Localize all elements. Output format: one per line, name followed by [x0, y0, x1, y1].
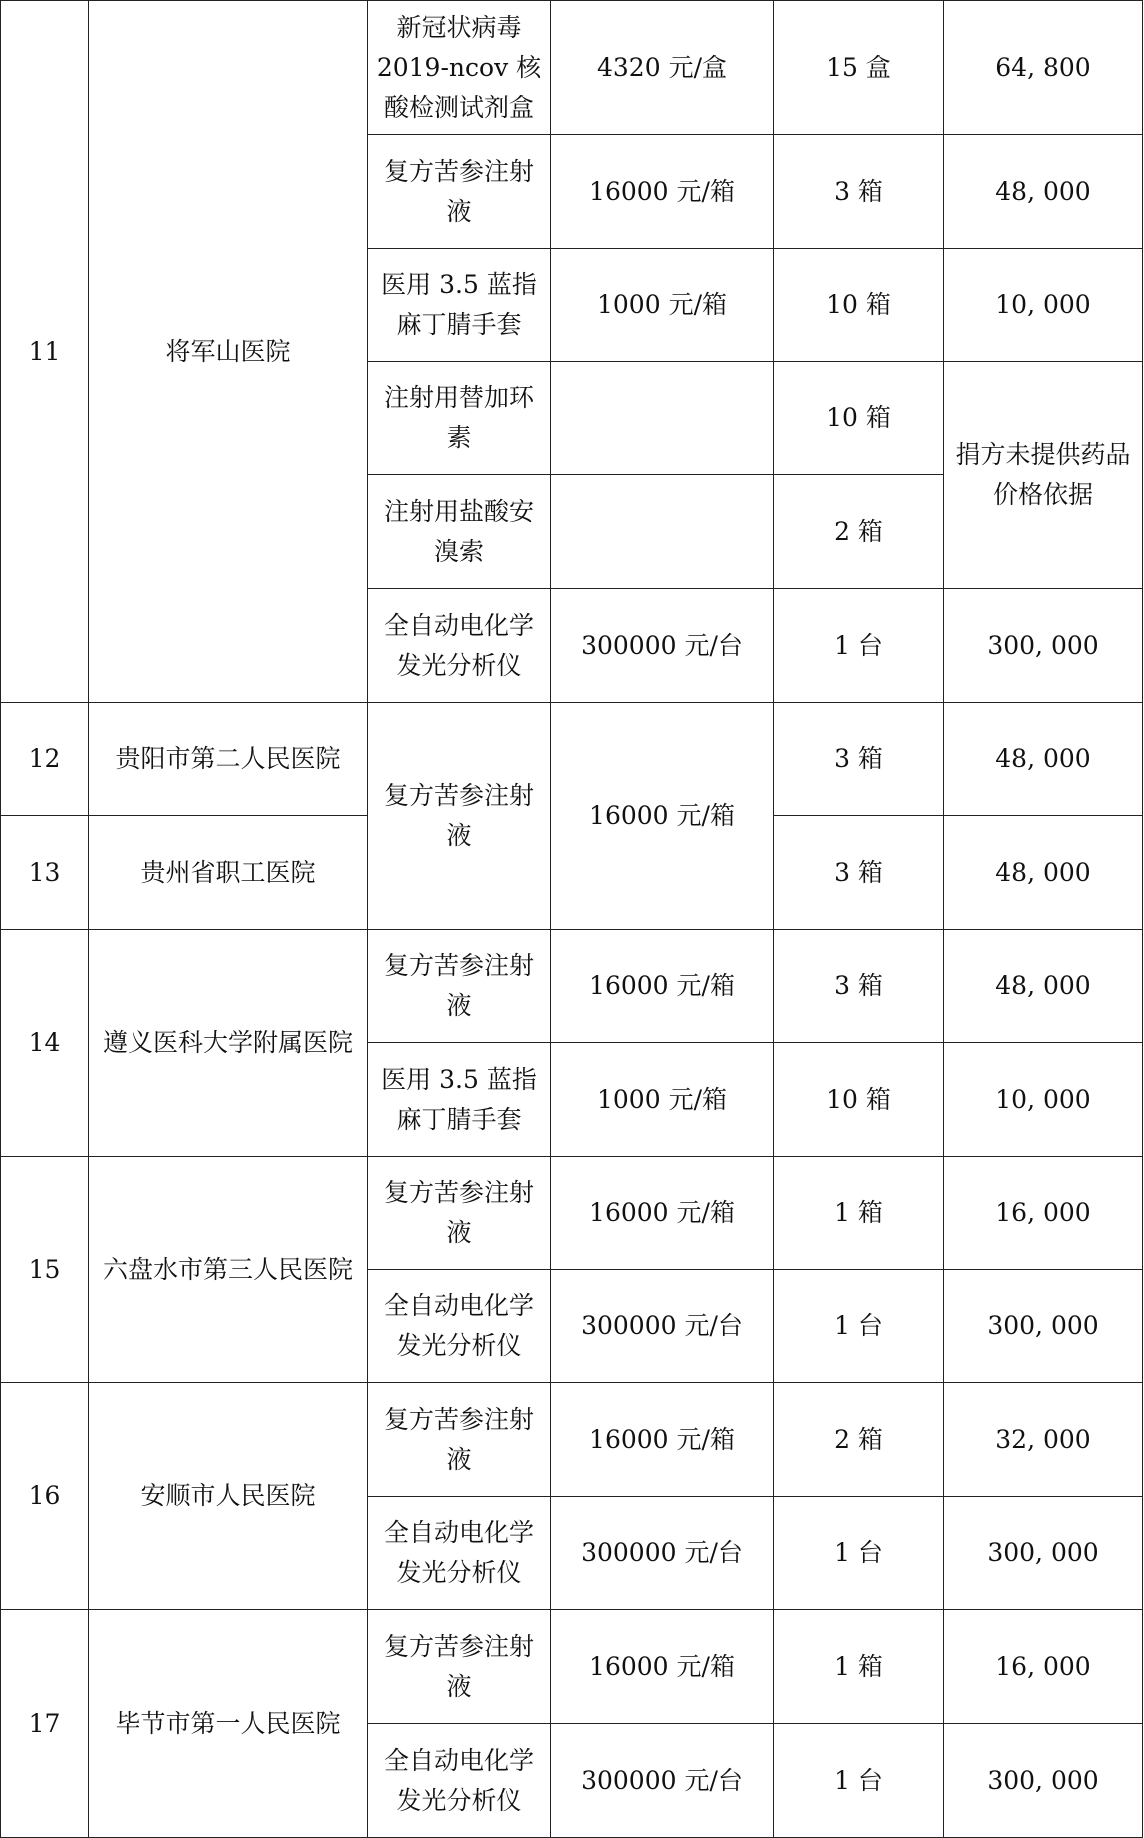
unit-price: 300000 元/台 [551, 589, 774, 703]
quantity: 15 盒 [774, 1, 944, 135]
no-price-note: 捐方未提供药品价格依据 [944, 362, 1143, 589]
quantity: 3 箱 [774, 816, 944, 930]
unit-price: 16000 元/箱 [551, 703, 774, 930]
amount: 300, 000 [944, 1724, 1143, 1838]
hospital-name: 贵州省职工医院 [89, 816, 368, 930]
quantity: 1 箱 [774, 1610, 944, 1724]
amount: 300, 000 [944, 589, 1143, 703]
row-number: 14 [1, 930, 89, 1157]
unit-price: 16000 元/箱 [551, 135, 774, 249]
row-number: 15 [1, 1157, 89, 1383]
item-name: 医用 3.5 蓝指麻丁腈手套 [368, 249, 551, 362]
row-number: 13 [1, 816, 89, 930]
hospital-name: 贵阳市第二人民医院 [89, 703, 368, 816]
quantity: 10 箱 [774, 362, 944, 475]
unit-price: 4320 元/盒 [551, 1, 774, 135]
item-name: 复方苦参注射液 [368, 703, 551, 930]
row-number: 12 [1, 703, 89, 816]
unit-price [551, 362, 774, 475]
table-row [1, 703, 1143, 816]
hospital-name: 将军山医院 [89, 1, 368, 703]
amount: 48, 000 [944, 930, 1143, 1043]
quantity: 2 箱 [774, 475, 944, 589]
item-name: 注射用替加环素 [368, 362, 551, 475]
amount: 48, 000 [944, 816, 1143, 930]
item-name: 复方苦参注射液 [368, 1610, 551, 1724]
unit-price: 300000 元/台 [551, 1497, 774, 1610]
table-row [1, 1, 1143, 135]
row-number: 16 [1, 1383, 89, 1610]
quantity: 3 箱 [774, 703, 944, 816]
quantity: 1 台 [774, 1270, 944, 1383]
quantity: 1 台 [774, 589, 944, 703]
amount: 64, 800 [944, 1, 1143, 135]
unit-price: 16000 元/箱 [551, 1610, 774, 1724]
quantity: 2 箱 [774, 1383, 944, 1497]
unit-price: 300000 元/台 [551, 1270, 774, 1383]
unit-price: 300000 元/台 [551, 1724, 774, 1838]
amount: 16, 000 [944, 1157, 1143, 1270]
row-number: 11 [1, 1, 89, 703]
unit-price: 16000 元/箱 [551, 1157, 774, 1270]
item-name: 复方苦参注射液 [368, 1383, 551, 1497]
quantity: 1 台 [774, 1724, 944, 1838]
unit-price [551, 475, 774, 589]
quantity: 3 箱 [774, 135, 944, 249]
table-row [1, 930, 1143, 1043]
item-name: 全自动电化学发光分析仪 [368, 1497, 551, 1610]
row-number: 17 [1, 1610, 89, 1838]
amount: 300, 000 [944, 1497, 1143, 1610]
amount: 32, 000 [944, 1383, 1143, 1497]
quantity: 10 箱 [774, 1043, 944, 1157]
item-name: 全自动电化学发光分析仪 [368, 1724, 551, 1838]
unit-price: 16000 元/箱 [551, 930, 774, 1043]
quantity: 1 台 [774, 1497, 944, 1610]
item-name: 复方苦参注射液 [368, 930, 551, 1043]
unit-price: 1000 元/箱 [551, 249, 774, 362]
amount: 300, 000 [944, 1270, 1143, 1383]
quantity: 1 箱 [774, 1157, 944, 1270]
item-name: 复方苦参注射液 [368, 135, 551, 249]
table-row [1, 1383, 1143, 1497]
amount: 10, 000 [944, 1043, 1143, 1157]
item-name: 医用 3.5 蓝指麻丁腈手套 [368, 1043, 551, 1157]
hospital-name: 毕节市第一人民医院 [89, 1610, 368, 1838]
table-row [1, 1157, 1143, 1270]
amount: 10, 000 [944, 249, 1143, 362]
amount: 48, 000 [944, 135, 1143, 249]
item-name: 注射用盐酸安溴索 [368, 475, 551, 589]
item-name: 全自动电化学发光分析仪 [368, 589, 551, 703]
unit-price: 1000 元/箱 [551, 1043, 774, 1157]
quantity: 10 箱 [774, 249, 944, 362]
item-name: 复方苦参注射液 [368, 1157, 551, 1270]
item-name: 全自动电化学发光分析仪 [368, 1270, 551, 1383]
table-row [1, 1610, 1143, 1724]
hospital-name: 遵义医科大学附属医院 [89, 930, 368, 1157]
quantity: 3 箱 [774, 930, 944, 1043]
hospital-name: 安顺市人民医院 [89, 1383, 368, 1610]
unit-price: 16000 元/箱 [551, 1383, 774, 1497]
hospital-name: 六盘水市第三人民医院 [89, 1157, 368, 1383]
amount: 16, 000 [944, 1610, 1143, 1724]
amount: 48, 000 [944, 703, 1143, 816]
item-name: 新冠状病毒2019-ncov 核酸检测试剂盒 [368, 1, 551, 135]
